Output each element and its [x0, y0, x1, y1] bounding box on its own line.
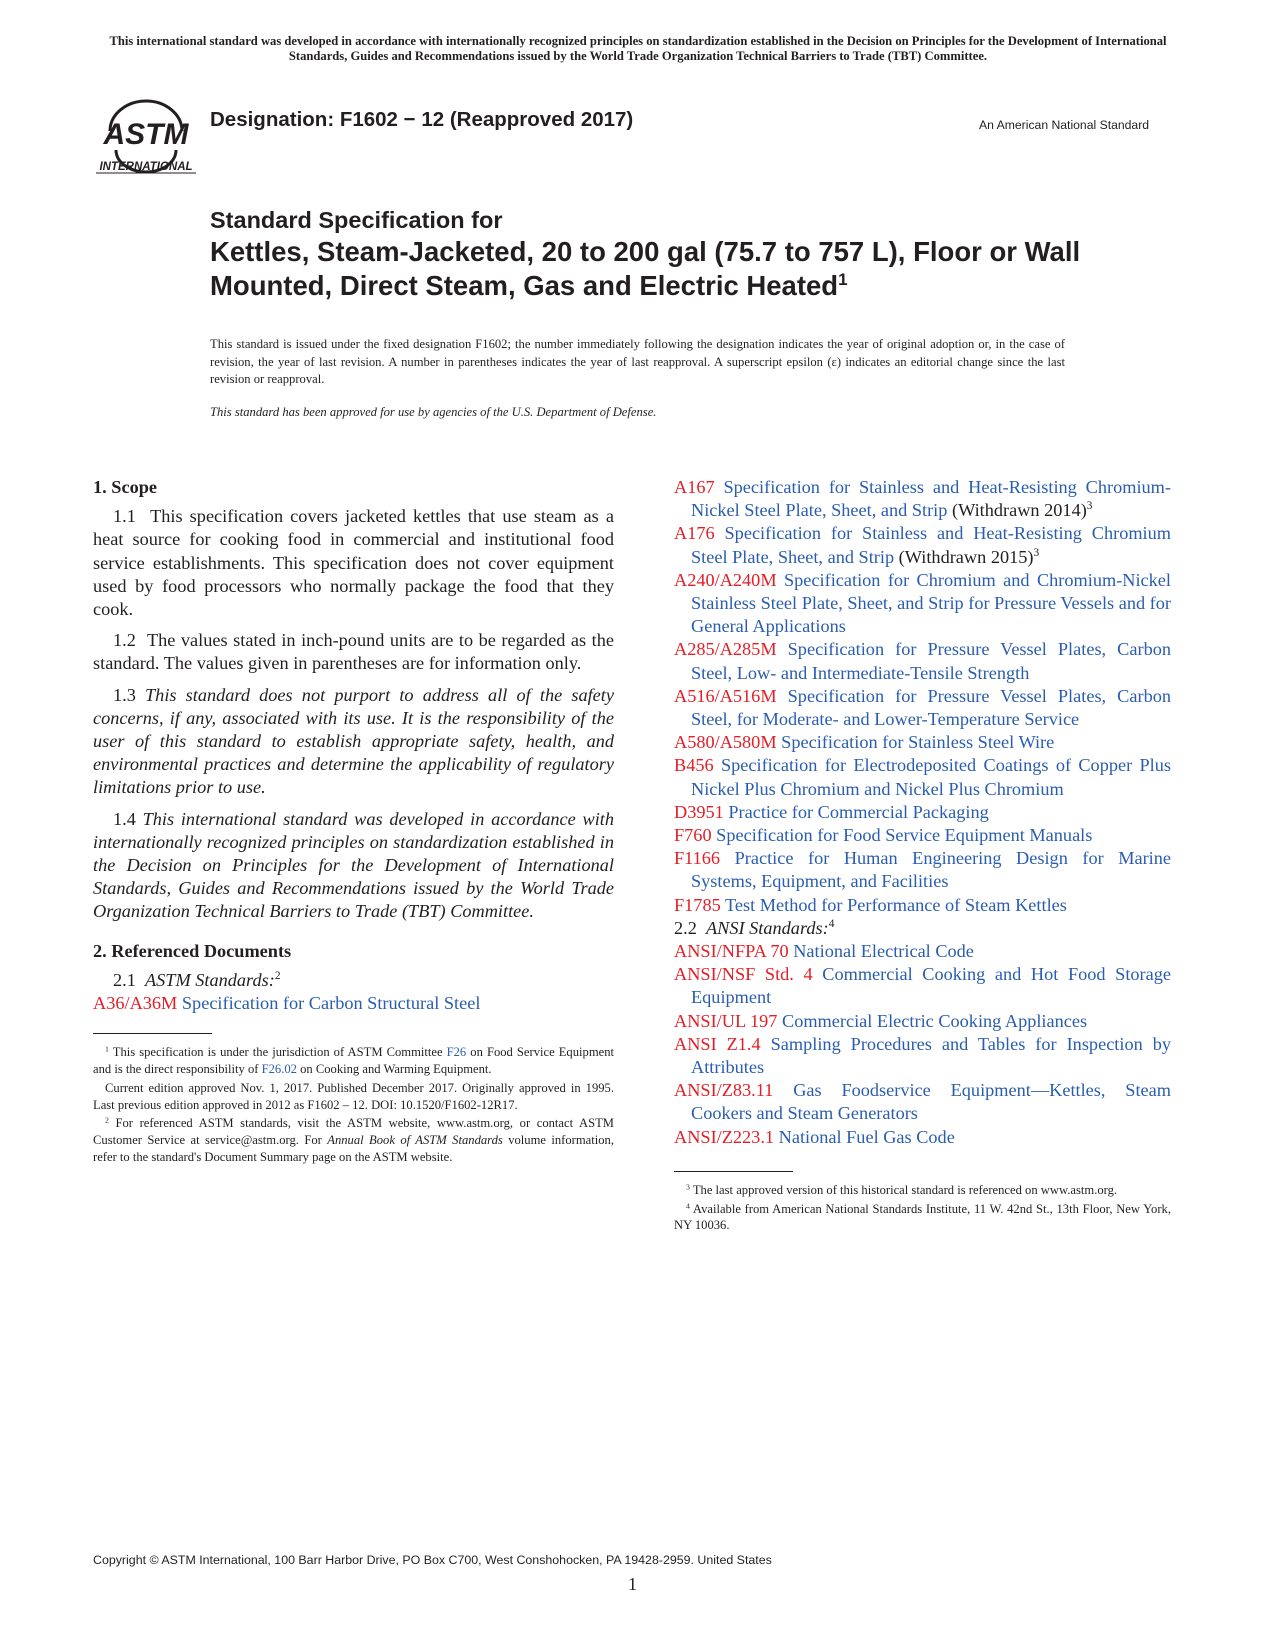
- reference-code-link[interactable]: ANSI/UL 197: [674, 1010, 778, 1031]
- reference-item: [674, 754, 1171, 800]
- footnote-divider: [674, 1171, 793, 1172]
- dod-approval-note: This standard has been approved for use by agencies of the U.S. Department of Defense.: [210, 405, 657, 419]
- footnote-4: $^4$ Available from American National Standards Institute, 11 W. 42nd St., 13th Floor, New York, NY 10036.: [674, 1201, 1171, 1233]
- reference-item: [674, 569, 1171, 639]
- reference-title-link[interactable]: Practice for Human Engineering Design for Marine Systems, Equipment, and Facilities: [691, 848, 1171, 892]
- reference-item: [674, 824, 1171, 847]
- reference-code-link[interactable]: A176: [674, 523, 715, 544]
- reference-item: [674, 1079, 1171, 1125]
- reference-title-link[interactable]: Specification for Stainless and Heat-Resisting Chromium Steel Plate, Sheet, and Strip: [691, 523, 1171, 567]
- reference-item: [93, 992, 614, 1015]
- reference-title-link[interactable]: Commercial Electric Cooking Appliances: [782, 1010, 1088, 1031]
- reference-title-link[interactable]: Practice for Commercial Packaging: [728, 801, 989, 822]
- astm-logo: [94, 86, 198, 180]
- reference-code-link[interactable]: ANSI Z1.4: [674, 1033, 761, 1054]
- reference-title-link[interactable]: Commercial Cooking and Hot Food Storage Equipment: [691, 964, 1172, 1008]
- reference-item: A167 Specification for Stainless and Heat-Resisting Chromium-Nickel Steel Plate, Sheet, and Strip (Withdrawn 2014)$^3$: [674, 477, 1171, 521]
- reference-code-link[interactable]: F760: [674, 825, 712, 846]
- footnote-2: $^2$ For referenced ASTM standards, visit the ASTM website, www.astm.org, or contact ASTM Customer Service at service@astm.org. For Annual Book of ASTM Standards volume information, refer to the standard's Document Summary page on the ASTM website.: [93, 1115, 614, 1165]
- reference-code-link[interactable]: A167: [674, 477, 715, 497]
- page-number: 1: [628, 1574, 637, 1594]
- paragraph-1-2: 1.2 The values stated in inch-pound units are to be regarded as the standard. The values given in parentheses are for information only.: [93, 630, 615, 674]
- reference-code-link[interactable]: D3951: [674, 801, 724, 822]
- subsection-astm-standards: 2.1 ASTM Standards:$^2$: [113, 969, 281, 990]
- reference-item: [674, 685, 1171, 731]
- reference-title-link[interactable]: Specification for Pressure Vessel Plates, Carbon Steel, Low- and Intermediate-Tensile Strength: [691, 639, 1171, 683]
- reference-code-link[interactable]: ANSI/Z223.1: [674, 1126, 775, 1147]
- designation: Designation: F1602 − 12 (Reapproved 2017): [210, 108, 634, 131]
- reference-code-link[interactable]: ANSI/NSF Std. 4: [674, 964, 813, 985]
- reference-item: [674, 801, 1171, 824]
- logo-subtext: INTERNATIONAL: [99, 161, 193, 173]
- reference-item: [674, 847, 1171, 893]
- reference-item: A176 Specification for Stainless and Heat-Resisting Chromium Steel Plate, Sheet, and Strip (Withdrawn 2015)$^3$: [674, 523, 1171, 567]
- footnote-divider: [93, 1033, 212, 1034]
- reference-code-link[interactable]: ANSI/NFPA 70: [674, 941, 789, 962]
- subcommittee-link-f26-02[interactable]: F26.02: [261, 1062, 297, 1077]
- reference-item: [674, 1010, 1171, 1033]
- title-line1: Standard Specification for: [210, 207, 503, 233]
- section-heading-referenced-documents: 2. Referenced Documents: [93, 940, 292, 961]
- reference-item: [674, 894, 1171, 917]
- reference-item: [674, 1126, 1171, 1149]
- footnotes-left: [93, 1044, 614, 1166]
- copyright-notice: Copyright © ASTM International, 100 Barr Harbor Drive, PO Box C700, West Conshohocken, PA 19428-2959. United States: [93, 1553, 772, 1567]
- national-standard-label: An American National Standard: [979, 118, 1150, 132]
- subsection-ansi-standards: 2.2 ANSI Standards:$^4$: [674, 917, 835, 938]
- paragraph-1-1: 1.1 This specification covers jacketed kettles that use steam as a heat source for cooking food in commercial and institutional food service establishments. This specification does not cover equipment used by food processors who normally package the food that they cook.: [93, 506, 615, 620]
- title-line2: Kettles, Steam-Jacketed, 20 to 200 gal (75.7 to 757 L), Floor or Wall Mounted, Direct Steam, Gas and Electric Heated$^1$: [210, 236, 1081, 301]
- footnote-1: $^1$ This specification is under the jurisdiction of ASTM Committee F26 on Food Service Equipment and is the direct responsibility of F26.02 on Cooking and Warming Equipment.: [93, 1044, 614, 1077]
- reference-code-link[interactable]: A285/A285M: [674, 639, 777, 660]
- left-column: [93, 476, 614, 1168]
- reference-title-link[interactable]: National Electrical Code: [793, 941, 974, 962]
- reference-title-link[interactable]: Specification for Food Service Equipment Manuals: [716, 825, 1093, 846]
- section-heading-scope: 1. Scope: [93, 477, 157, 497]
- document-title: [210, 205, 1110, 303]
- right-column: [674, 476, 1171, 1236]
- reference-title-link[interactable]: Test Method for Performance of Steam Kettles: [724, 894, 1067, 915]
- reference-code-link[interactable]: F1166: [674, 848, 721, 869]
- reference-code-link[interactable]: A516/A516M: [674, 685, 777, 706]
- reference-title-link[interactable]: Specification for Carbon Structural Steel: [181, 993, 481, 1014]
- paragraph-1-4: 1.4 This international standard was developed in accordance with internationally recognized principles on standardization established in the Decision on Principles for the Development of International Standards, Guides and Recommendations issued by the World Trade Organization Technical Barriers to Trade (TBT) Committee.: [93, 808, 614, 922]
- reference-item: [674, 940, 1171, 963]
- reference-code-link[interactable]: B456: [674, 755, 714, 776]
- reference-title-link[interactable]: Gas Foodservice Equipment—Kettles, Steam Cookers and Steam Generators: [691, 1080, 1171, 1124]
- committee-link-f26[interactable]: F26: [446, 1045, 467, 1060]
- reference-title-link[interactable]: Specification for Chromium and Chromium-Nickel Stainless Steel Plate, Sheet, and Strip for Pressure Vessels and for General Applications: [691, 569, 1172, 637]
- reference-item: [674, 638, 1171, 684]
- footnote-3: $^3$ The last approved version of this historical standard is referenced on www.astm.org.: [686, 1182, 1118, 1197]
- reference-title-link[interactable]: Sampling Procedures and Tables for Inspection by Attributes: [691, 1033, 1171, 1078]
- reference-code-link[interactable]: A240/A240M: [674, 569, 777, 590]
- reference-code-link[interactable]: F1785: [674, 894, 721, 915]
- reference-code-link[interactable]: A580/A580M: [674, 732, 777, 753]
- reference-item: [674, 963, 1171, 1009]
- reference-item: [674, 731, 1171, 754]
- footnote-edition: Current edition approved Nov. 1, 2017. Published December 2017. Originally approved in 1995. Last previous edition approved in 2012 as F1602 – 12. DOI: 10.1520/F1602-12R17.: [93, 1080, 614, 1112]
- issued-note: This standard is issued under the fixed designation F1602; the number immediately following the designation indicates the year of original adoption or, in the case of revision, the year of last revision. A number in parentheses indicates the year of last reapproval. A superscript epsilon (ε) indicates an editorial change since the last revision or reapproval.: [210, 337, 1065, 386]
- reference-code-link[interactable]: A36/A36M: [93, 993, 178, 1014]
- reference-title-link[interactable]: Specification for Stainless Steel Wire: [781, 732, 1055, 753]
- trade-notice: This international standard was developed in accordance with internationally recognized principles on standardization established in the Decision on Principles for the Development of International Standards, Guides and Recommendations issued by the World Trade Organization Technical Barriers to Trade (TBT) Committee.: [109, 34, 1167, 63]
- reference-title-link[interactable]: Specification for Stainless and Heat-Resisting Chromium-Nickel Steel Plate, Sheet, and Strip: [691, 477, 1171, 521]
- paragraph-1-3: 1.3 This standard does not purport to address all of the safety concerns, if any, associated with its use. It is the responsibility of the user of this standard to establish appropriate safety, health, and environmental practices and determine the applicability of regulatory limitations prior to use.: [93, 684, 614, 798]
- logo-wordmark: ASTM: [103, 118, 189, 151]
- footnotes-right: [674, 1182, 1171, 1234]
- reference-code-link[interactable]: ANSI/Z83.11: [674, 1080, 774, 1101]
- reference-title-link[interactable]: National Fuel Gas Code: [778, 1126, 955, 1147]
- reference-title-link[interactable]: Specification for Electrodeposited Coatings of Copper Plus Nickel Plus Chromium and Nickel Plus Chromium: [691, 755, 1171, 799]
- reference-item: [674, 1033, 1171, 1079]
- reference-title-link[interactable]: Specification for Pressure Vessel Plates, Carbon Steel, for Moderate- and Lower-Temperature Service: [691, 685, 1171, 730]
